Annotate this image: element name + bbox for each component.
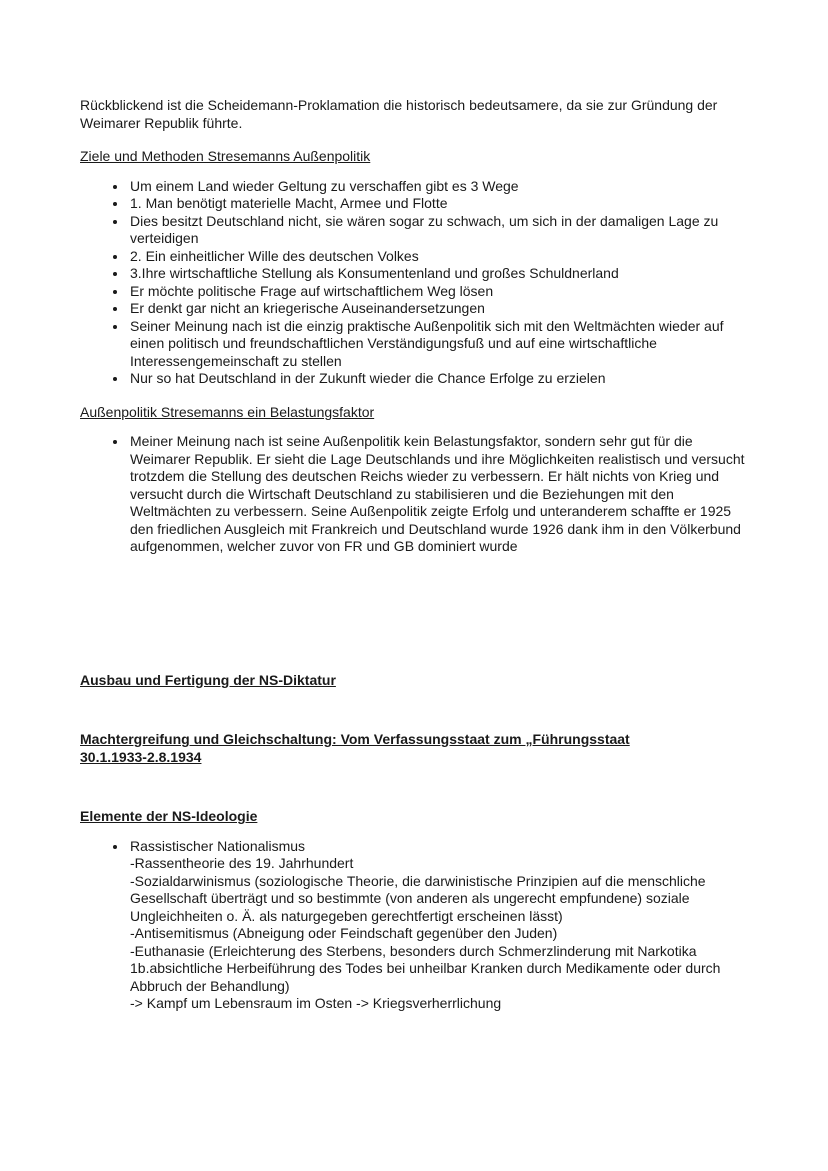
list-item: • Er denkt gar nicht an kriegerische Auseinandersetzungen (128, 300, 750, 318)
heading-machtergreifung (80, 731, 750, 766)
list-item: • 1. Man benötigt materielle Macht, Armee und Flotte (128, 195, 750, 213)
ziele-list (80, 178, 750, 388)
list-item: • Er möchte politische Frage auf wirtschaftlichem Weg lösen (128, 283, 750, 301)
ideologie-line: -Antisemitismus (Abneigung oder Feindschaft gegenüber den Juden) (130, 925, 558, 941)
heading-elemente-ns-ideologie: Elemente der NS-Ideologie (80, 808, 258, 824)
ideologie-list (80, 838, 750, 1013)
heading-machtergreifung-line2: 30.1.1933-2.8.1934 (80, 748, 202, 765)
heading-machtergreifung-line1: Machtergreifung und Gleichschaltung: Vom Verfassungsstaat zum „Führungsstaat (80, 731, 630, 747)
heading-ausbau-ns-diktatur: Ausbau und Fertigung der NS-Diktatur (80, 671, 336, 688)
list-item: • Dies besitzt Deutschland nicht, sie wären sogar zu schwach, um sich in der damaligen Lage zu verteidigen (128, 213, 750, 248)
list-item: • Meiner Meinung nach ist seine Außenpolitik kein Belastungsfaktor, sondern sehr gut für die Weimarer Republik. Er sieht die Lage Deutschlands und ihre Möglichkeiten realistisch und versucht trotzdem die Stellung des deutschen Reichs wieder zu verbessern. Er hält nichts von Krieg und versucht durch die Wirtschaft Deutschland zu stabilisieren und die Beziehungen mit den Weltmächten zu verbessern. Seine Außenpolitik zeigte Erfolg und unteranderem schaffte er 1925 den friedlichen Ausgleich mit Frankreich und Deutschland wurde 1926 dank ihm in den Völkerbund aufgenommen, welcher zuvor von FR und GB dominiert wurde (128, 433, 750, 556)
list-item: • Um einem Land wieder Geltung zu verschaffen gibt es 3 Wege (128, 178, 750, 196)
heading-belastungsfaktor: Außenpolitik Stresemanns ein Belastungsfaktor (80, 403, 375, 420)
ideologie-line: -> Kampf um Lebensraum im Osten -> Kriegsverherrlichung (130, 995, 502, 1011)
list-item: • Nur so hat Deutschland in der Zukunft wieder die Chance Erfolge zu erzielen (128, 370, 750, 388)
ideologie-title: • Rassistischer Nationalismus (130, 837, 306, 854)
ideologie-line: -Euthanasie (Erleichterung des Sterbens, besonders durch Schmerzlinderung mit Narkotika 1b.absichtliche Herbeiführung des Todes bei unheilbar Kranken durch Medikamente oder durch Abbruch der Behandlung) (130, 942, 721, 994)
list-item: • 2. Ein einheitlicher Wille des deutschen Volkes (128, 248, 750, 266)
intro-paragraph: Rückblickend ist die Scheidemann-Proklamation die historisch bedeutsamere, da sie zur Gründung der Weimarer Republik führte. (80, 97, 718, 131)
list-item: • 3.Ihre wirtschaftliche Stellung als Konsumentenland und großes Schuldnerland (128, 265, 750, 283)
belastung-list (80, 433, 750, 556)
heading-ziele-methoden: Ziele und Methoden Stresemanns Außenpolitik (80, 148, 371, 164)
list-item (128, 838, 750, 1013)
ideologie-line: -Sozialdarwinismus (soziologische Theorie, die darwinistische Prinzipien auf die menschliche Gesellschaft überträgt und so bestimmte (von anderen als ungerecht empfundene) soziale Ungleichheiten o. Ä. als naturgegeben gerechtfertigt erscheinen lässt) (130, 872, 706, 924)
list-item: • Seiner Meinung nach ist die einzig praktische Außenpolitik sich mit den Weltmächten wieder auf einen politisch und freundschaftlichen Verständigungsfuß und auf eine wirtschaftliche Interessengemeinschaft zu stellen (128, 318, 750, 371)
ideologie-line: -Rassentheorie des 19. Jahrhundert (130, 855, 354, 871)
